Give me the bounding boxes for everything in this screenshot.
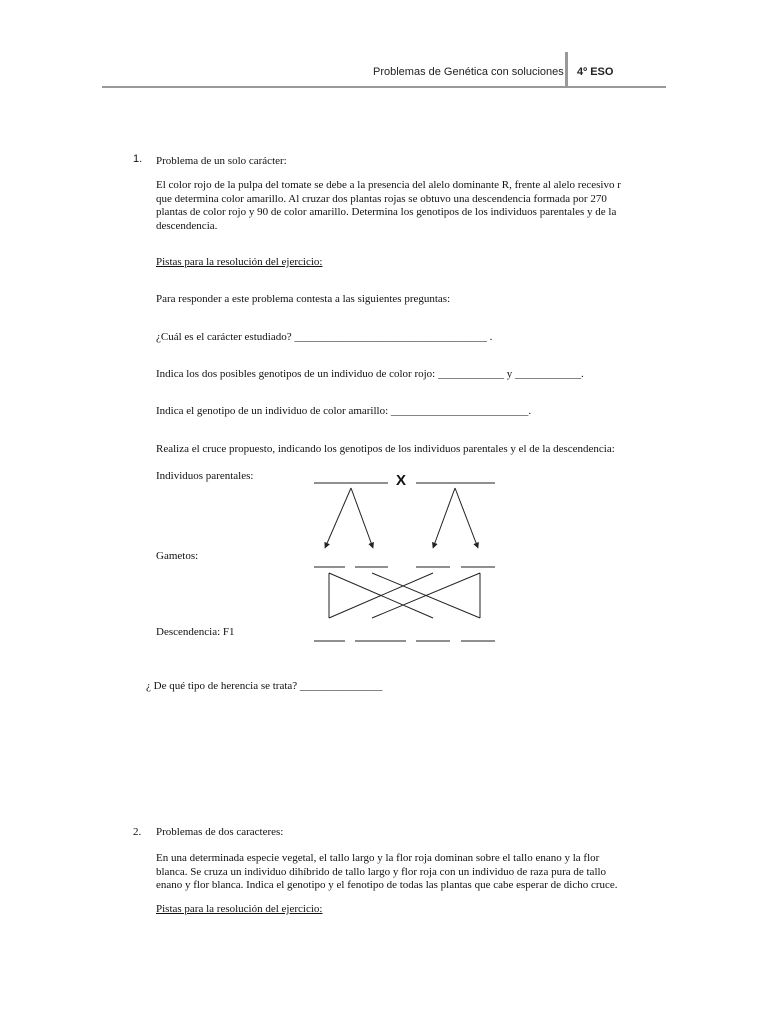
arrow-parent2-gamete4 [455,488,478,548]
problem-2-hints-title: Pistas para la resolución del ejercicio: [156,903,323,915]
problem-2-title: Problemas de dos caracteres: [156,826,284,838]
statement-line: plantas de color rojo y 90 de color amarillo. Determina los genotipos de los individuos parentales y de la [156,206,617,218]
arrow-parent2-gamete3 [433,488,455,548]
arrow-parent1-gamete1 [325,488,351,548]
header-rule [102,86,666,88]
label-gametes: Gametos: [156,550,199,562]
question-character: ¿Cuál es el carácter estudiado? ___________________________________ . [156,331,493,343]
cross-symbol: X [396,472,407,489]
statement-line: En una determinada especie vegetal, el tallo largo y la flor roja dominan sobre el tallo enano y la flor [156,852,600,864]
arrow-parent1-gamete2 [351,488,373,548]
statement-line: El color rojo de la pulpa del tomate se debe a la presencia del alelo dominante R, frente al alelo recesivo r [156,179,621,191]
statement-line: descendencia. [156,219,218,232]
question-red-genotypes: Indica los dos posibles genotipos de un individuo de color rojo: ____________ y ____________. [156,368,584,380]
problem-1-title: Problema de un solo carácter: [156,155,287,167]
problem-1-statement [156,179,621,233]
header-title: Problemas de Genética con soluciones [373,66,564,78]
header-separator [565,52,568,88]
question-inheritance: ¿ De qué tipo de herencia se trata? _______________ [146,680,383,692]
problem-2-number: 2. [133,826,142,838]
statement-line: enano y flor blanca. Indica el genotipo y el fenotipo de todas las plantas que cabe esperar de dicho cruce. [156,879,618,891]
problem-1-hints-title: Pistas para la resolución del ejercicio: [156,256,323,268]
cross-diagram [300,470,510,646]
statement-line: que determina color amarillo. Al cruzar dos plantas rojas se obtuvo una descendencia formada por 270 [156,192,607,205]
label-parents: Individuos parentales: [156,470,254,482]
label-offspring: Descendencia: F1 [156,626,235,638]
problem-1-intro: Para responder a este problema contesta a las siguientes preguntas: [156,293,451,305]
question-yellow-genotype: Indica el genotipo de un individuo de color amarillo: _________________________. [156,405,532,417]
problem-2-statement [156,852,618,893]
problem-1-number: 1. [133,153,143,165]
header-level: 4º ESO [577,66,614,78]
question-cross: Realiza el cruce propuesto, indicando los genotipos de los individuos parentales y el de la descendencia: [156,443,615,455]
statement-line: blanca. Se cruza un individuo dihíbrido de tallo largo y flor roja con un individuo de raza pura de tallo [156,865,607,878]
